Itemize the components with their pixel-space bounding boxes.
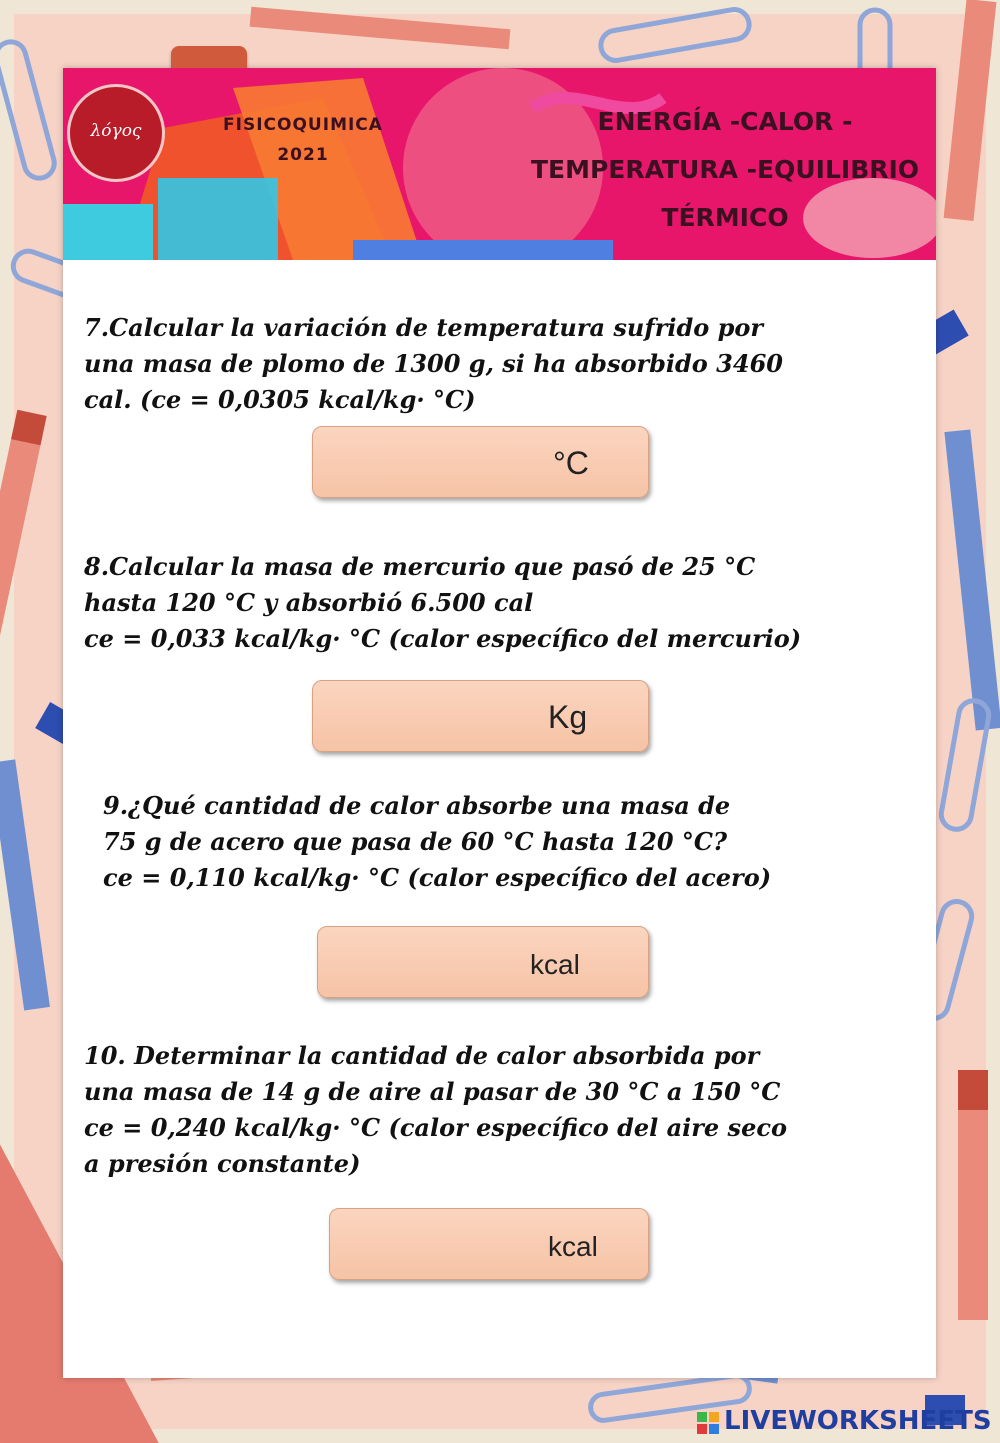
answer-input-10[interactable] xyxy=(340,1221,544,1269)
pencil-icon xyxy=(944,429,1000,730)
question-9 xyxy=(103,788,943,896)
unit-label: Kg xyxy=(548,699,588,735)
answer-box-7[interactable] xyxy=(312,426,649,498)
pencil-icon xyxy=(944,0,997,221)
question-line: una masa de 14 g de aire al pasar de 30 °C a 150 °C xyxy=(84,1077,781,1106)
liveworksheets-logo-icon xyxy=(697,1412,719,1434)
brand-name: FISICOQUIMICA xyxy=(223,115,383,135)
question-line: 10. Determinar la cantidad de calor absorbida por xyxy=(84,1041,760,1070)
question-line: 8.Calcular la masa de mercurio que pasó de 25 °C xyxy=(84,552,756,581)
pencil-icon xyxy=(0,410,47,651)
question-line: ce = 0,110 kcal/kg· °C (calor específico del acero) xyxy=(103,863,772,892)
question-line: hasta 120 °C y absorbió 6.500 cal xyxy=(84,588,534,617)
answer-input-7[interactable] xyxy=(323,439,527,487)
question-line: una masa de plomo de 1300 g, si ha absorbido 3460 xyxy=(84,349,783,378)
marker-icon xyxy=(958,1070,988,1320)
page-title-line: TÉRMICO xyxy=(661,203,789,232)
question-8 xyxy=(84,549,924,657)
watermark[interactable]: LIVEWORKSHEETS xyxy=(724,1406,992,1436)
question-line: a presión constante) xyxy=(84,1149,361,1178)
page-title-line: TEMPERATURA -EQUILIBRIO xyxy=(530,155,920,184)
answer-box-10[interactable] xyxy=(329,1208,649,1280)
answer-input-8[interactable] xyxy=(323,693,527,741)
question-7 xyxy=(84,310,924,418)
question-line: 9.¿Qué cantidad de calor absorbe una masa de xyxy=(103,791,731,820)
answer-input-9[interactable] xyxy=(328,939,532,987)
logo-text: λόγος xyxy=(90,121,142,141)
header-banner xyxy=(63,68,936,260)
answer-box-8[interactable] xyxy=(312,680,649,752)
page-title xyxy=(515,98,935,242)
question-line: cal. (ce = 0,0305 kcal/kg· °C) xyxy=(84,385,476,414)
answer-box-9[interactable] xyxy=(317,926,649,998)
question-line: ce = 0,240 kcal/kg· °C (calor específico del aire seco xyxy=(84,1113,787,1142)
brand-text xyxy=(203,110,403,170)
page-title-line: ENERGÍA -CALOR - xyxy=(597,107,853,136)
question-line: 75 g de acero que pasa de 60 °C hasta 120 °C? xyxy=(103,827,728,856)
question-10 xyxy=(84,1038,924,1182)
unit-label: °C xyxy=(553,445,589,481)
unit-label: kcal xyxy=(530,949,580,980)
logo xyxy=(67,84,165,182)
worksheet-page xyxy=(63,68,936,1378)
question-line: 7.Calcular la variación de temperatura sufrido por xyxy=(84,313,764,342)
unit-label: kcal xyxy=(548,1231,598,1262)
pencil-icon xyxy=(250,7,511,50)
brand-year: 2021 xyxy=(277,145,329,165)
pencil-icon xyxy=(0,759,50,1010)
question-line: ce = 0,033 kcal/kg· °C (calor específico del mercurio) xyxy=(84,624,802,653)
